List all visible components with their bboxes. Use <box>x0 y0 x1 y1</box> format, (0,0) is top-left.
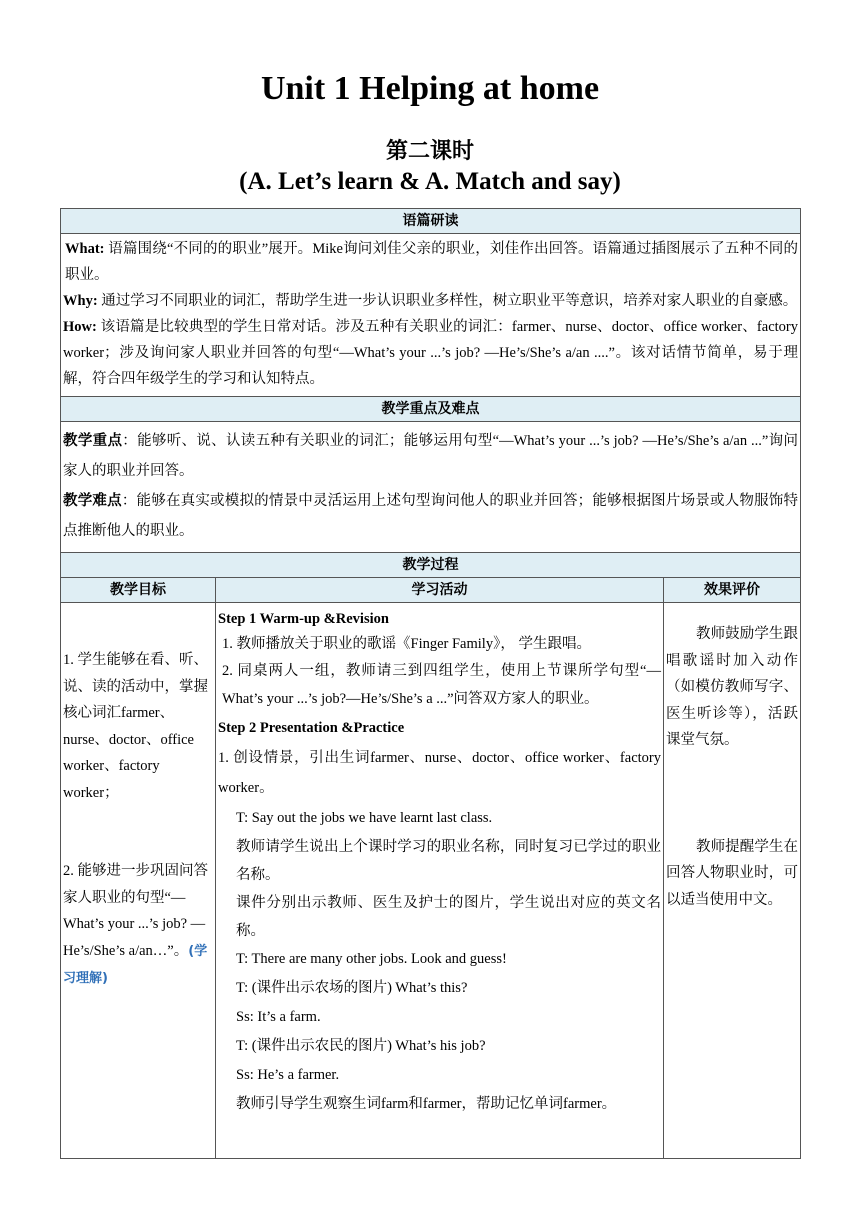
step-2-item-1: 1. 创设情景，引出生词farmer、nurse、doctor、office worker、factory worker。 <box>218 750 661 796</box>
lesson-label: 第二课时 <box>385 138 474 164</box>
why-label: Why: <box>63 293 98 309</box>
key-point-paragraph <box>61 426 800 486</box>
what-paragraph <box>61 236 800 288</box>
how-paragraph <box>61 314 800 392</box>
how-label: How: <box>63 319 97 335</box>
goal-2: 2. 能够进一步巩固问答家人职业的句型“—What’s your ...’s job? —He’s/She’s a/an…”。 <box>63 863 208 959</box>
study-header: 语篇研读 <box>61 209 801 234</box>
step-1-item-1: 1. 教师播放关于职业的歌谣《Finger Family》， 学生跟唱。 <box>222 636 591 652</box>
eval-cell <box>664 603 801 1159</box>
key-point-text: ：能够听、说、认读五种有关职业的词汇；能够运用句型“—What’s your ...’s job? —He’s/She’s a/an ...”询问家人的职业并回答。 <box>63 433 798 479</box>
why-paragraph <box>61 288 800 314</box>
activity-line-9: 教师引导学生观察生词farm和farmer，帮助记忆单词farmer。 <box>236 1096 617 1112</box>
step-1-item-2: 2. 同桌两人一组，教师请三到四组学生，使用上节课所学句型“—What’s your ...’s job?—He’s/She’s a ...”问答双方家人的职业。 <box>222 663 661 707</box>
activity-line-2: 教师请学生说出上个课时学习的职业名称，同时复习已学过的职业名称。 <box>236 839 661 883</box>
lesson-plan-table <box>60 208 801 1159</box>
activity-line-1: T: Say out the jobs we have learnt last class. <box>236 810 493 826</box>
column-header-goal: 教学目标 <box>61 578 216 603</box>
column-header-activity: 学习活动 <box>216 578 664 603</box>
focus-header: 教学重点及难点 <box>61 397 801 422</box>
goal-cell <box>61 603 216 1159</box>
goal-2-tag: (学习理解) <box>63 943 208 986</box>
why-text: 通过学习不同职业的词汇，帮助学生进一步认识职业多样性，树立职业平等意识，培养对家人职业的自豪感。 <box>97 293 798 309</box>
key-point-label: 教学重点 <box>63 433 123 449</box>
activity-line-6: Ss: It’s a farm. <box>236 1009 321 1025</box>
step-1-title: Step 1 Warm-up &Revision <box>218 611 389 627</box>
focus-cell <box>61 422 801 553</box>
eval-2: 教师提醒学生在回答人物职业时，可以适当使用中文。 <box>666 838 798 908</box>
difficulty-paragraph <box>61 486 800 546</box>
document-title: Unit 1 Helping at home <box>260 70 600 107</box>
activity-line-8: Ss: He’s a farmer. <box>236 1067 340 1083</box>
what-text: 语篇围绕“不同的的职业”展开。Mike询问刘佳父亲的职业，刘佳作出回答。语篇通过插图展示了五种不同的职业。 <box>65 241 798 283</box>
activity-line-7: T: (课件出示农民的图片) What’s his job? <box>236 1038 486 1054</box>
eval-1: 教师鼓励学生跟唱歌谣时加入动作（如模仿教师写字、 医生听诊等），活跃课堂气氛。 <box>666 626 798 748</box>
goal-1: 1. 学生能够在看、听、说、读的活动中，掌握核心词汇farmer、nurse、doctor、office worker、factory worker； <box>63 652 208 801</box>
study-cell <box>61 234 801 397</box>
what-label: What: <box>65 241 105 257</box>
difficulty-text: ：能够在真实或模拟的情景中灵活运用上述句型询问他人的职业并回答；能够根据图片场景或人物服饰特点推断他人的职业。 <box>63 493 799 539</box>
goal-2-paragraph <box>61 858 215 993</box>
column-header-eval: 效果评价 <box>664 578 801 603</box>
step-2-title: Step 2 Presentation &Practice <box>218 720 405 736</box>
activity-line-5: T: (课件出示农场的图片) What’s this? <box>236 980 468 996</box>
activity-line-3: 课件分别出示教师、医生及护士的图片，学生说出对应的英文名称。 <box>236 895 661 939</box>
lesson-subtitle: (A. Let’s learn & A. Match and say) <box>239 168 621 195</box>
activity-line-4: T: There are many other jobs. Look and guess! <box>236 951 507 967</box>
process-header: 教学过程 <box>61 553 801 578</box>
activity-cell <box>216 603 664 1159</box>
how-text: 该语篇是比较典型的学生日常对话。涉及五种有关职业的词汇：farmer、nurse、doctor、office worker、factory worker；涉及询问家人职业并回答的句型“—What’s your ...’s job? —He’s/She’s a/an ....”。该对话情节简单，易于理解，符合四年级学生的学习和认知特点。 <box>63 319 798 387</box>
goal-spacer <box>61 806 215 858</box>
eval-spacer <box>664 754 800 834</box>
difficulty-label: 教学难点 <box>63 493 122 509</box>
